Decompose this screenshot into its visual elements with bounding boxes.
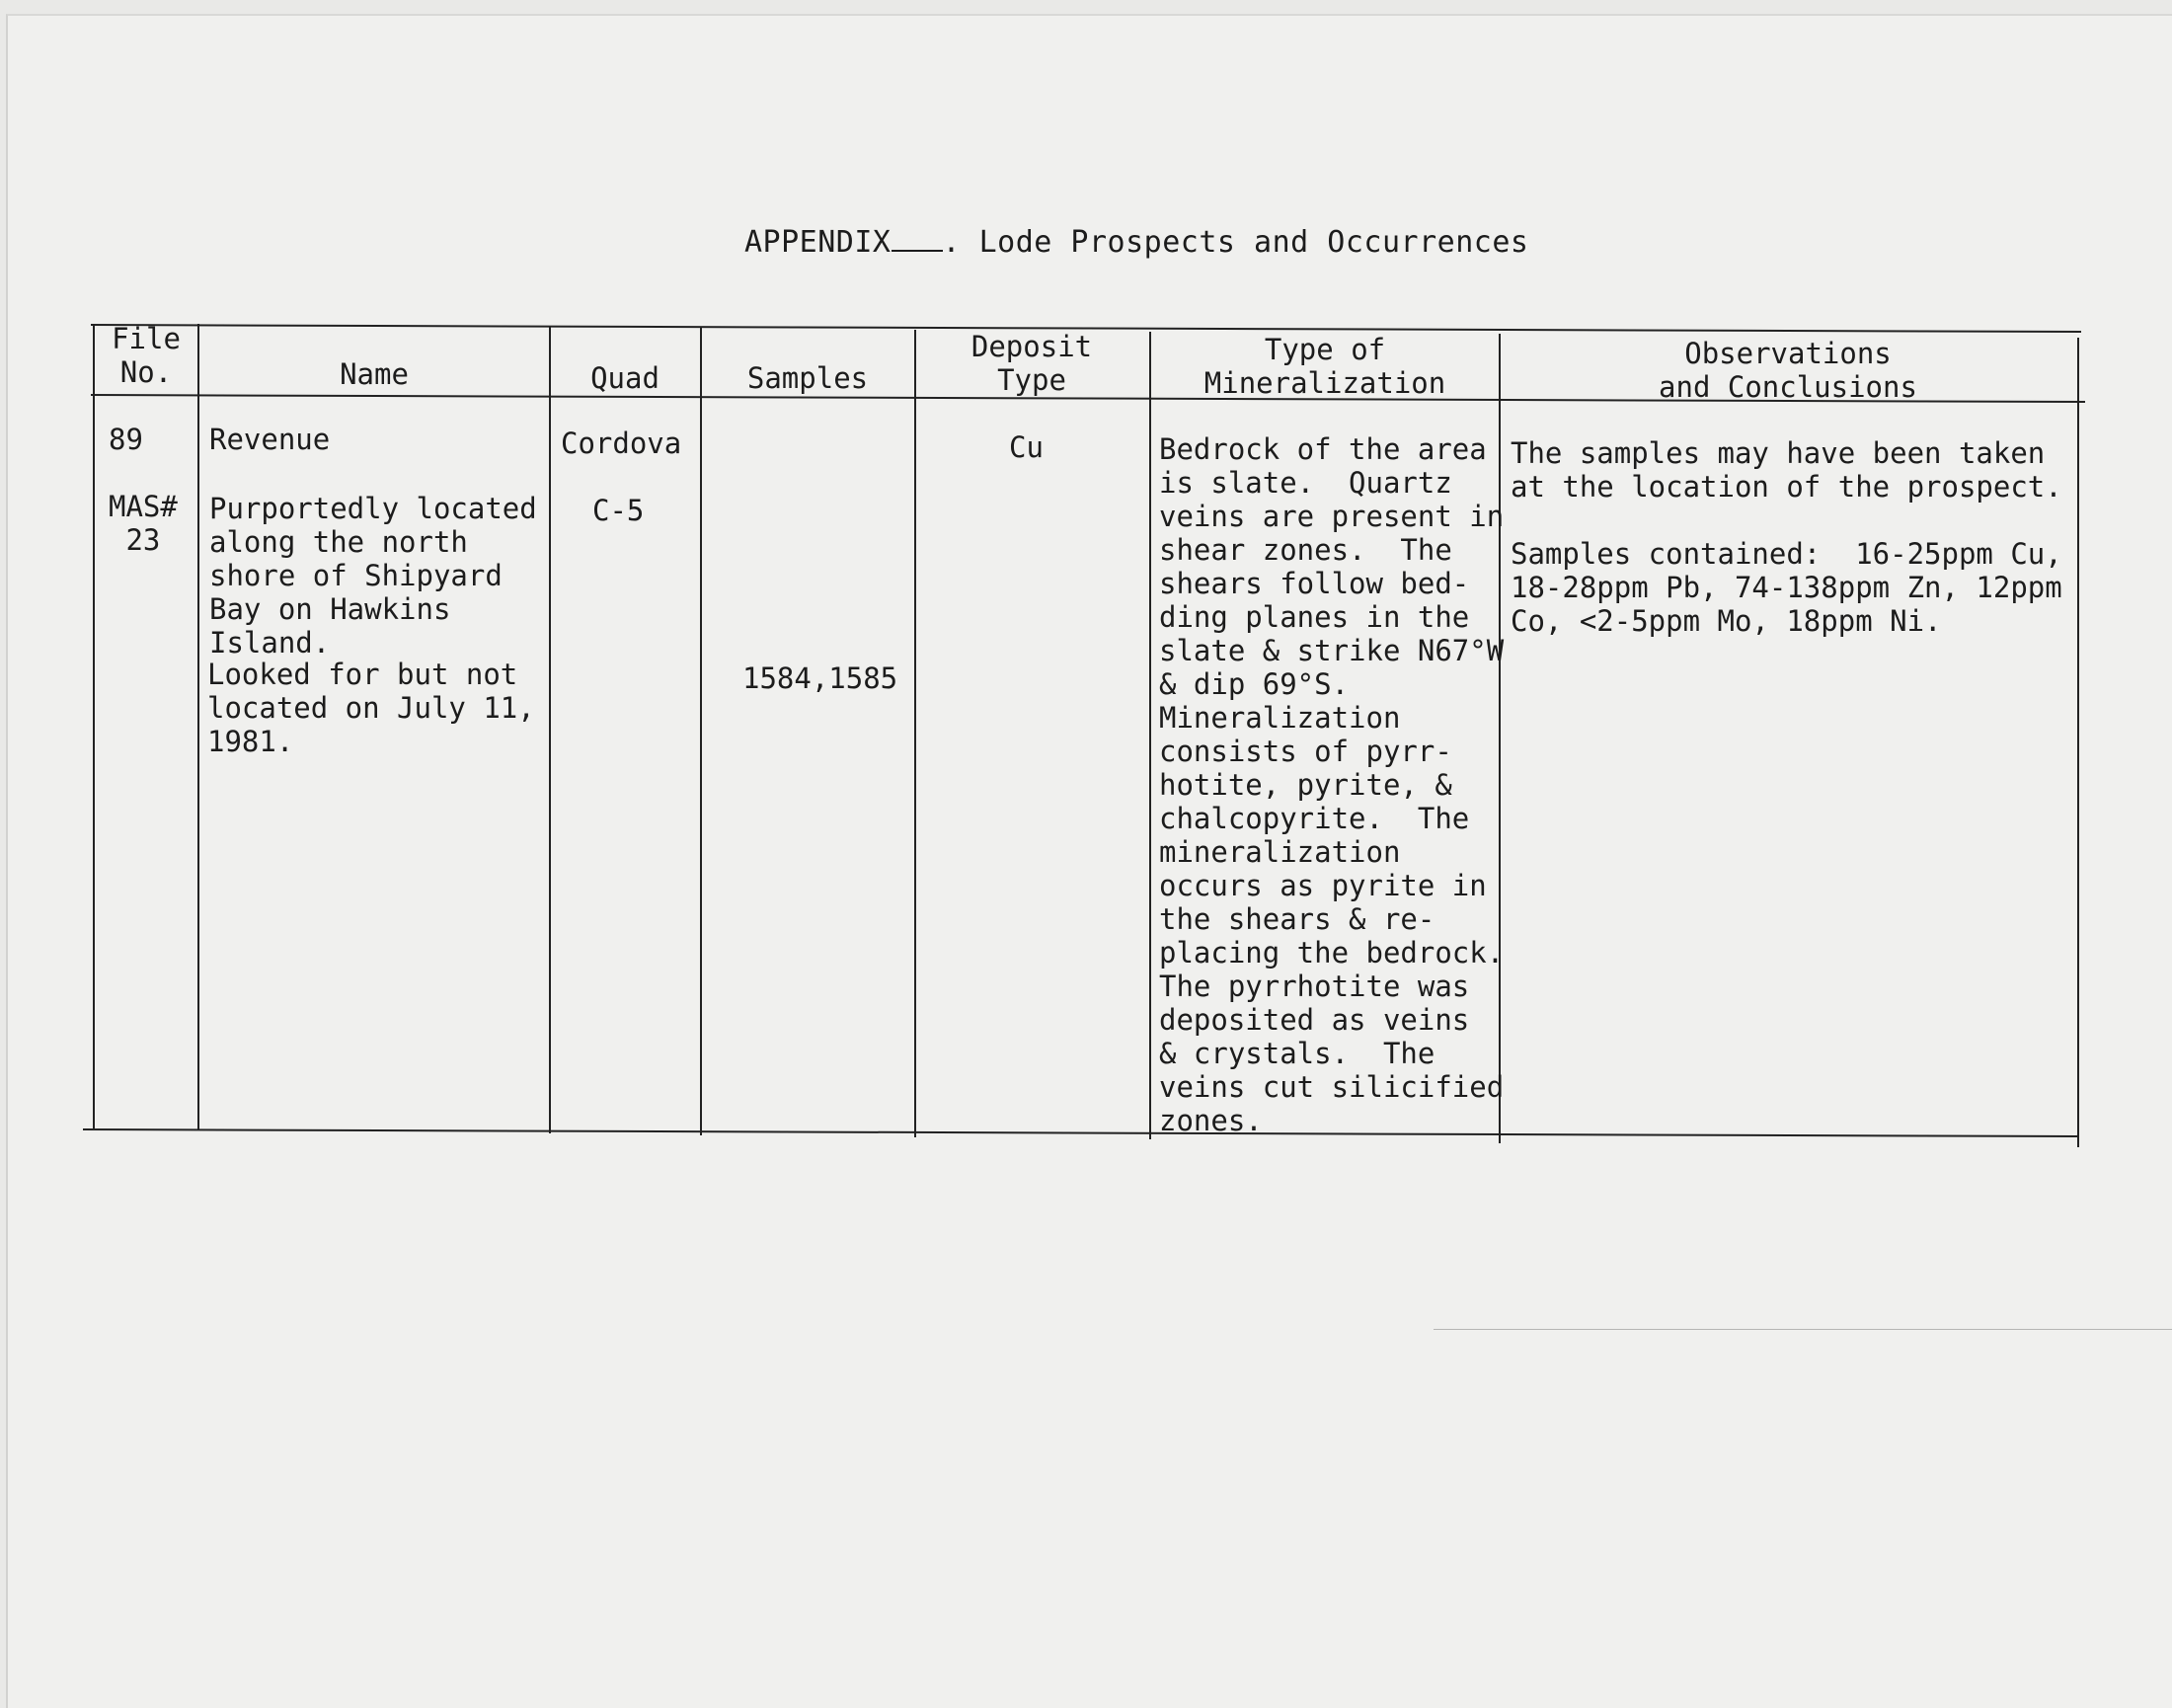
cell-file-no: 89: [109, 423, 143, 456]
header-type-of-mineralization: Type of Mineralization: [1203, 333, 1446, 400]
cell-quad-code: C-5: [592, 494, 645, 527]
cell-deposit-type: Cu: [1009, 430, 1044, 464]
column-divider-1: [197, 324, 199, 1129]
title-suffix: . Lode Prospects and Occurrences: [942, 225, 1529, 260]
cell-observation-2: Samples contained: 16-25ppm Cu, 18-28ppm Pb, 74-138ppm Zn, 12ppm Co, <2-5ppm Mo, 18ppm Ni.: [1511, 537, 2062, 638]
scan-stray-line: [1434, 1329, 2172, 1330]
cell-samples: 1584,1585: [742, 661, 898, 695]
table-right-border: [2077, 338, 2079, 1147]
column-divider-3: [700, 328, 702, 1135]
cell-name-location: Purportedly located along the north shore of Shipyard Bay on Hawkins Island.: [209, 492, 537, 660]
column-divider-4: [914, 330, 916, 1137]
cell-observation-1: The samples may have been taken at the location of the prospect.: [1511, 436, 2062, 504]
column-divider-2: [549, 326, 551, 1133]
header-deposit-type: Deposit Type: [970, 330, 1093, 397]
cell-mineralization: Bedrock of the area is slate. Quartz veins are present in shear zones. The shears follow bed- ding planes in the slate & strike N67°W & dip 69°S. Mineralization consists of pyrr- hotite, pyrite, & chalcopyrite. The mineralization occurs as pyrite in the shears & re- placing the bedrock. The pyrrhotite was deposited as veins & crystals. The veins cut silicified zones.: [1159, 432, 1505, 1137]
header-observations-and-conclusions: Observations and Conclusions: [1659, 337, 1917, 404]
cell-name: Revenue: [209, 423, 331, 456]
header-file-no: File No.: [112, 322, 181, 389]
cell-name-note: Looked for but not located on July 11, 1981.: [207, 658, 535, 758]
title-prefix: APPENDIX: [744, 225, 892, 260]
document-title: [744, 225, 1528, 260]
cell-quad: Cordova: [561, 427, 682, 460]
cell-mas-no: MAS# 23: [109, 490, 178, 557]
appendix-number-blank: [892, 228, 943, 252]
header-quad: Quad: [590, 361, 659, 395]
header-name: Name: [340, 357, 409, 391]
document-page: [6, 14, 2172, 1708]
header-samples: Samples: [746, 361, 869, 395]
table-left-border: [93, 324, 95, 1128]
column-divider-5: [1149, 332, 1151, 1139]
